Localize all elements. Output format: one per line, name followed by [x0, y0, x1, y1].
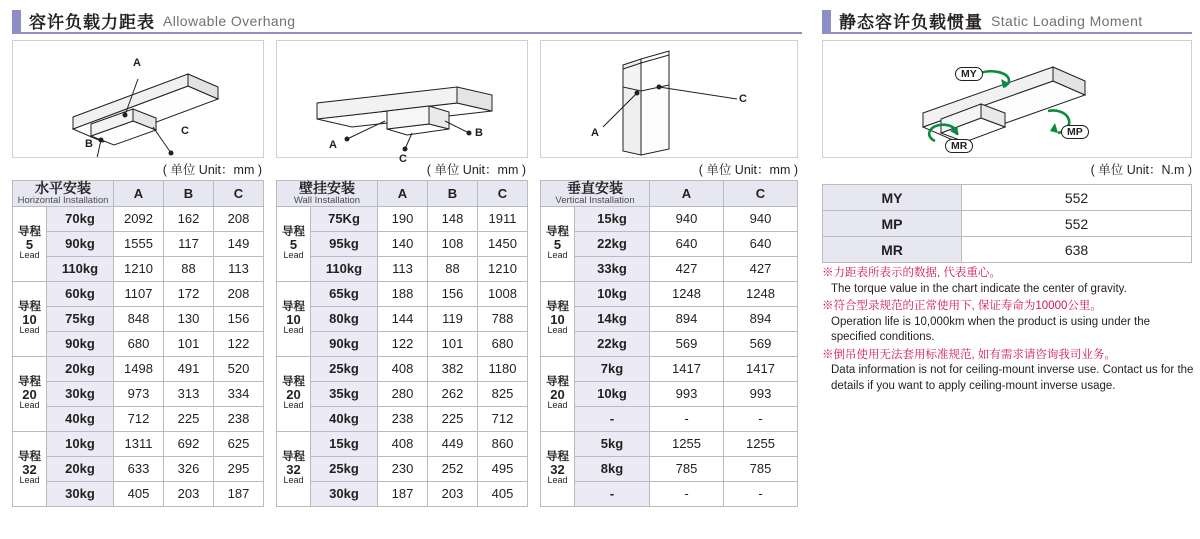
table-row: [541, 481, 798, 506]
lead-en: Lead: [547, 250, 568, 261]
value-cell: 405: [114, 481, 164, 506]
value-cell: 162: [164, 206, 214, 231]
value-cell: 680: [114, 331, 164, 356]
table-row: [541, 331, 798, 356]
value-cell: 208: [214, 281, 264, 306]
value-cell: 1417: [650, 356, 724, 381]
value-cell: 449: [428, 431, 478, 456]
load-cell: 95kg: [311, 231, 378, 256]
value-cell: 788: [478, 306, 528, 331]
value-cell: 101: [164, 331, 214, 356]
lead-number: 5: [289, 237, 298, 253]
figure-label-a-vertical: A: [591, 127, 599, 139]
load-cell: 75kg: [47, 306, 114, 331]
table-row: [277, 481, 528, 506]
value-cell: 238: [378, 406, 428, 431]
figure-static-loading-moment: [822, 40, 1192, 158]
lead-cn: 导程: [18, 375, 41, 388]
value-cell: 88: [164, 256, 214, 281]
load-cell: 90kg: [47, 331, 114, 356]
load-cell: -: [575, 481, 650, 506]
table-wall-installation: [276, 180, 528, 507]
value-cell: 520: [214, 356, 264, 381]
table-row: [13, 431, 264, 456]
lead-number: 32: [22, 462, 37, 478]
table-vertical-installation: [540, 180, 798, 507]
lead-number: 20: [22, 387, 37, 403]
load-cell: 40kg: [311, 406, 378, 431]
table-row: [277, 406, 528, 431]
load-cell: 30kg: [47, 381, 114, 406]
note-en: Operation life is 10,000km when the product is using under the specified conditions.: [831, 315, 1150, 344]
table-title-en: Vertical Installation: [555, 194, 635, 206]
table-row: [13, 281, 264, 306]
lead-number: 20: [286, 387, 301, 403]
note-en: Data information is not for ceiling-mount inverse use. Contact us for the details if you want to apply ceiling-mount inverse usage.: [831, 364, 1194, 392]
table-row: [541, 256, 798, 281]
note-item: [822, 348, 1197, 395]
table-row: [541, 431, 798, 456]
figure-label-b-wall: B: [475, 127, 483, 139]
note-en: The torque value in the chart indicate the center of gravity.: [831, 282, 1127, 295]
lead-en: Lead: [283, 250, 304, 261]
table-title-en: Wall Installation: [293, 194, 361, 206]
lead-number: 10: [286, 312, 301, 328]
load-cell: 22kg: [575, 231, 650, 256]
table-row: [823, 185, 1192, 211]
value-cell: 119: [428, 306, 478, 331]
value-cell: 295: [214, 456, 264, 481]
load-cell: 35kg: [311, 381, 378, 406]
value-cell: 148: [428, 206, 478, 231]
lead-cn: 导程: [18, 225, 41, 238]
figure-label-c-wall: C: [399, 153, 407, 165]
value-cell: 491: [164, 356, 214, 381]
moment-value-my: 552: [962, 185, 1192, 211]
table-row: [277, 281, 528, 306]
lead-cell: [277, 206, 311, 281]
figure-label-c-horizontal: C: [181, 125, 189, 137]
lead-cn: 导程: [18, 300, 41, 313]
value-cell: 280: [378, 381, 428, 406]
section-title-en-overhang: Allowable Overhang: [163, 12, 296, 29]
load-cell: 70kg: [47, 206, 114, 231]
section-title-en-moment: Static Loading Moment: [991, 12, 1143, 29]
load-cell: 25kg: [311, 456, 378, 481]
value-cell: 1248: [724, 281, 798, 306]
moment-value-mr: 638: [962, 237, 1192, 263]
lead-number: 20: [550, 387, 565, 403]
load-cell: 60kg: [47, 281, 114, 306]
lead-number: 32: [286, 462, 301, 478]
table-row: [277, 256, 528, 281]
lead-cell: [13, 356, 47, 431]
value-cell: 101: [428, 331, 478, 356]
value-cell: 1255: [724, 431, 798, 456]
table-row: [277, 306, 528, 331]
value-cell: 940: [724, 206, 798, 231]
table-static-loading-moment: [822, 184, 1192, 263]
value-cell: 680: [478, 331, 528, 356]
figure-label-my: MY: [955, 67, 983, 81]
value-cell: 190: [378, 206, 428, 231]
value-cell: 1450: [478, 231, 528, 256]
value-cell: 973: [114, 381, 164, 406]
value-cell: 1180: [478, 356, 528, 381]
value-cell: 208: [214, 206, 264, 231]
value-cell: 88: [428, 256, 478, 281]
section-header-overhang: [12, 8, 296, 33]
value-cell: 156: [428, 281, 478, 306]
column-header-a: A: [114, 181, 164, 207]
table-row: [13, 381, 264, 406]
table-horizontal-installation: [12, 180, 264, 507]
load-cell: 75Kg: [311, 206, 378, 231]
table-row: [277, 331, 528, 356]
value-cell: 187: [214, 481, 264, 506]
value-cell: 117: [164, 231, 214, 256]
value-cell: 225: [428, 406, 478, 431]
value-cell: 230: [378, 456, 428, 481]
lead-cn: 导程: [546, 450, 569, 463]
table-row: [13, 306, 264, 331]
value-cell: 122: [214, 331, 264, 356]
load-cell: 22kg: [575, 331, 650, 356]
value-cell: 712: [114, 406, 164, 431]
lead-cell: [13, 281, 47, 356]
lead-number: 5: [25, 237, 34, 253]
figure-label-b-horizontal: B: [85, 138, 93, 150]
lead-cn: 导程: [18, 450, 41, 463]
load-cell: 90kg: [47, 231, 114, 256]
table-row: [277, 356, 528, 381]
column-header-c: C: [724, 181, 798, 207]
lead-en: Lead: [283, 475, 304, 486]
table-title-en: Horizontal Installation: [17, 194, 109, 206]
value-cell: -: [724, 481, 798, 506]
value-cell: 785: [650, 456, 724, 481]
value-cell: 203: [428, 481, 478, 506]
value-cell: 860: [478, 431, 528, 456]
value-cell: 187: [378, 481, 428, 506]
value-cell: 569: [650, 331, 724, 356]
table-row: [823, 211, 1192, 237]
value-cell: 894: [650, 306, 724, 331]
lead-cell: [277, 281, 311, 356]
load-cell: 20kg: [47, 356, 114, 381]
moment-label-my: MY: [823, 185, 962, 211]
value-cell: 238: [214, 406, 264, 431]
table-row: [13, 256, 264, 281]
table-row: [541, 231, 798, 256]
lead-cell: [13, 206, 47, 281]
lead-cell: [13, 431, 47, 506]
moment-label-mr: MR: [823, 237, 962, 263]
load-cell: 33kg: [575, 256, 650, 281]
lead-cn: 导程: [282, 450, 305, 463]
lead-number: 5: [553, 237, 562, 253]
lead-number: 32: [550, 462, 565, 478]
load-cell: 110kg: [311, 256, 378, 281]
lead-cell: [277, 431, 311, 506]
lead-cn: 导程: [282, 300, 305, 313]
lead-cell: [541, 431, 575, 506]
column-header-b: B: [428, 181, 478, 207]
value-cell: -: [724, 406, 798, 431]
value-cell: 1498: [114, 356, 164, 381]
value-cell: 188: [378, 281, 428, 306]
load-cell: 30kg: [47, 481, 114, 506]
value-cell: 640: [650, 231, 724, 256]
value-cell: 1555: [114, 231, 164, 256]
lead-cn: 导程: [546, 225, 569, 238]
value-cell: 156: [214, 306, 264, 331]
figure-label-mp: MP: [1061, 125, 1089, 139]
value-cell: 172: [164, 281, 214, 306]
section-rule-moment: [822, 32, 1192, 34]
value-cell: 252: [428, 456, 478, 481]
lead-en: Lead: [547, 400, 568, 411]
unit-label-vertical: ( 单位 Unit：mm ): [698, 163, 798, 177]
value-cell: 1911: [478, 206, 528, 231]
moment-value-mp: 552: [962, 211, 1192, 237]
table-row: [13, 481, 264, 506]
load-cell: 15kg: [311, 431, 378, 456]
value-cell: 408: [378, 356, 428, 381]
value-cell: 692: [164, 431, 214, 456]
value-cell: 122: [378, 331, 428, 356]
value-cell: -: [650, 406, 724, 431]
note-item: [822, 266, 1197, 297]
load-cell: 30kg: [311, 481, 378, 506]
figure-horizontal-installation: [12, 40, 264, 158]
column-header-b: B: [164, 181, 214, 207]
load-cell: 14kg: [575, 306, 650, 331]
value-cell: 1311: [114, 431, 164, 456]
value-cell: 940: [650, 206, 724, 231]
table-row: [13, 206, 264, 231]
table-title-cn: 壁挂安装: [299, 180, 355, 196]
table-row: [541, 381, 798, 406]
value-cell: 625: [214, 431, 264, 456]
figure-label-mr: MR: [945, 139, 973, 153]
table-header-row: [13, 181, 264, 207]
lead-cn: 导程: [546, 375, 569, 388]
load-cell: 10kg: [47, 431, 114, 456]
value-cell: 848: [114, 306, 164, 331]
unit-label-horizontal: ( 单位 Unit：mm ): [162, 163, 262, 177]
note-cn: ※力距表所表示的数据, 代表重心。: [822, 267, 1001, 279]
table-row: [541, 356, 798, 381]
value-cell: 569: [724, 331, 798, 356]
value-cell: 1107: [114, 281, 164, 306]
figure-wall-installation: [276, 40, 528, 165]
lead-cell: [277, 356, 311, 431]
value-cell: 408: [378, 431, 428, 456]
section-title-cn-moment: 静态容许负载惯量: [839, 13, 983, 32]
column-header-a: A: [378, 181, 428, 207]
load-cell: 40kg: [47, 406, 114, 431]
value-cell: 113: [378, 256, 428, 281]
lead-number: 10: [22, 312, 37, 328]
table-row: [277, 431, 528, 456]
value-cell: 140: [378, 231, 428, 256]
table-row: [13, 356, 264, 381]
value-cell: 993: [650, 381, 724, 406]
value-cell: 225: [164, 406, 214, 431]
figure-vertical-installation: [540, 40, 798, 158]
table-row: [277, 231, 528, 256]
moment-label-mp: MP: [823, 211, 962, 237]
value-cell: 326: [164, 456, 214, 481]
value-cell: 785: [724, 456, 798, 481]
value-cell: 144: [378, 306, 428, 331]
load-cell: 15kg: [575, 206, 650, 231]
value-cell: -: [650, 481, 724, 506]
load-cell: 8kg: [575, 456, 650, 481]
lead-en: Lead: [283, 325, 304, 336]
note-item: [822, 299, 1197, 346]
value-cell: 712: [478, 406, 528, 431]
lead-cn: 导程: [546, 300, 569, 313]
table-title-cn: 垂直安装: [567, 180, 623, 196]
lead-en: Lead: [19, 400, 40, 411]
value-cell: 633: [114, 456, 164, 481]
note-cn: ※符合型录规范的正常使用下, 保证寿命为10000公里。: [822, 300, 1102, 313]
figure-label-a-wall: A: [329, 139, 337, 151]
lead-cn: 导程: [282, 225, 305, 238]
section-rule-overhang: [12, 32, 802, 34]
accent-bar-moment: [822, 10, 831, 32]
table-row: [277, 206, 528, 231]
table-row: [277, 381, 528, 406]
value-cell: 825: [478, 381, 528, 406]
lead-cell: [541, 281, 575, 356]
table-title-horizontal: [13, 181, 114, 207]
lead-en: Lead: [547, 325, 568, 336]
load-cell: 25kg: [311, 356, 378, 381]
table-row: [541, 306, 798, 331]
value-cell: 334: [214, 381, 264, 406]
value-cell: 313: [164, 381, 214, 406]
value-cell: 262: [428, 381, 478, 406]
value-cell: 427: [724, 256, 798, 281]
table-title-vertical: [541, 181, 650, 207]
table-row: [13, 456, 264, 481]
lead-en: Lead: [547, 475, 568, 486]
accent-bar-overhang: [12, 10, 21, 32]
value-cell: 108: [428, 231, 478, 256]
value-cell: 495: [478, 456, 528, 481]
table-row: [13, 406, 264, 431]
table-row: [277, 456, 528, 481]
table-header-row: [277, 181, 528, 207]
lead-cell: [541, 206, 575, 281]
value-cell: 894: [724, 306, 798, 331]
value-cell: 1417: [724, 356, 798, 381]
value-cell: 993: [724, 381, 798, 406]
table-row: [541, 281, 798, 306]
value-cell: 113: [214, 256, 264, 281]
table-row: [823, 237, 1192, 263]
table-row: [541, 456, 798, 481]
lead-en: Lead: [19, 250, 40, 261]
table-row: [13, 231, 264, 256]
value-cell: 405: [478, 481, 528, 506]
load-cell: 90kg: [311, 331, 378, 356]
table-header-row: [541, 181, 798, 207]
value-cell: 1210: [114, 256, 164, 281]
value-cell: 149: [214, 231, 264, 256]
figure-label-c-vertical: C: [739, 93, 747, 105]
load-cell: -: [575, 406, 650, 431]
value-cell: 1248: [650, 281, 724, 306]
column-header-a: A: [650, 181, 724, 207]
load-cell: 65kg: [311, 281, 378, 306]
note-cn: ※倒吊使用无法套用标准规范, 如有需求请咨询我司业务。: [822, 348, 1116, 361]
value-cell: 640: [724, 231, 798, 256]
lead-en: Lead: [19, 475, 40, 486]
table-row: [13, 331, 264, 356]
table-row: [541, 406, 798, 431]
value-cell: 382: [428, 356, 478, 381]
column-header-c: C: [214, 181, 264, 207]
column-header-c: C: [478, 181, 528, 207]
value-cell: 1210: [478, 256, 528, 281]
value-cell: 427: [650, 256, 724, 281]
value-cell: 1008: [478, 281, 528, 306]
load-cell: 5kg: [575, 431, 650, 456]
lead-cell: [541, 356, 575, 431]
table-title-wall: [277, 181, 378, 207]
unit-label-moment: ( 单位 Unit：N.m ): [1090, 163, 1192, 177]
load-cell: 10kg: [575, 281, 650, 306]
value-cell: 2092: [114, 206, 164, 231]
load-cell: 20kg: [47, 456, 114, 481]
table-title-cn: 水平安装: [35, 180, 91, 196]
value-cell: 1255: [650, 431, 724, 456]
load-cell: 110kg: [47, 256, 114, 281]
lead-number: 10: [550, 312, 565, 328]
value-cell: 203: [164, 481, 214, 506]
notes-block: [822, 266, 1197, 394]
lead-en: Lead: [283, 400, 304, 411]
value-cell: 130: [164, 306, 214, 331]
section-header-moment: [822, 8, 1143, 33]
lead-cn: 导程: [282, 375, 305, 388]
load-cell: 7kg: [575, 356, 650, 381]
table-row: [541, 206, 798, 231]
load-cell: 10kg: [575, 381, 650, 406]
unit-label-wall: ( 单位 Unit：mm ): [426, 163, 526, 177]
load-cell: 80kg: [311, 306, 378, 331]
lead-en: Lead: [19, 325, 40, 336]
figure-label-a-horizontal: A: [133, 57, 141, 69]
section-title-cn-overhang: 容许负载力距表: [29, 13, 155, 32]
